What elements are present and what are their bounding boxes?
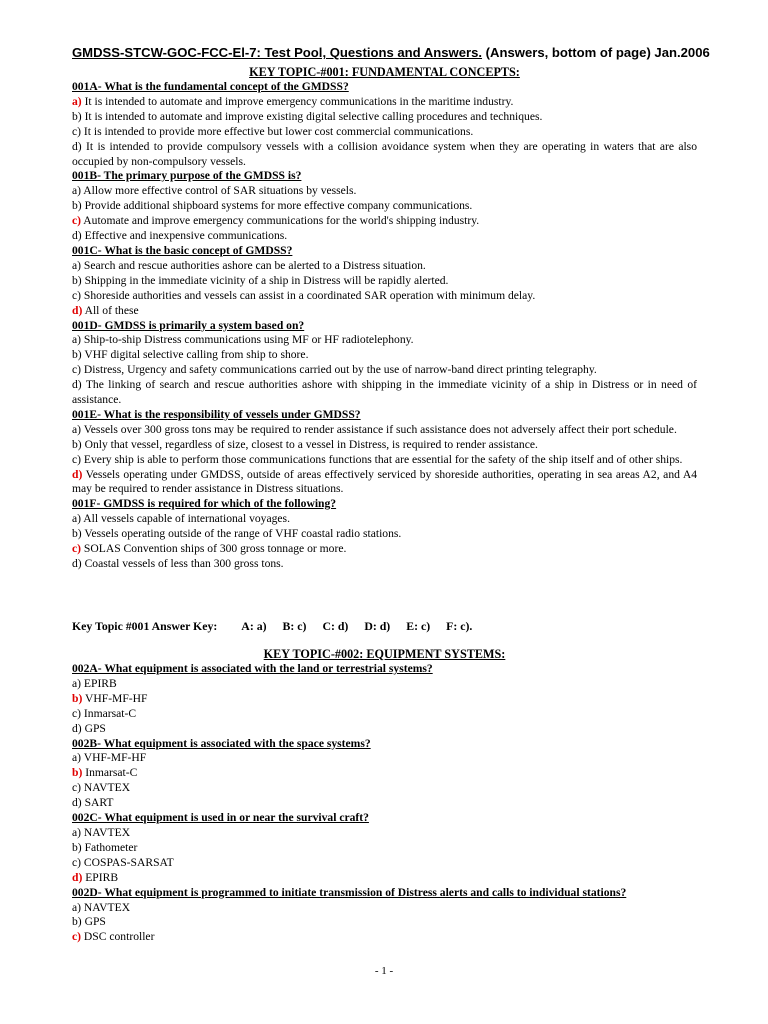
option-letter: a): [72, 512, 82, 526]
option-letter: d): [72, 796, 82, 810]
option-letter: a): [72, 900, 82, 914]
answer-option: [72, 901, 697, 916]
option-text: Shoreside authorities and vessels can assist in a coordinated SAR operation with minimum delay.: [81, 288, 536, 302]
answer-option: [72, 781, 697, 796]
option-text: SOLAS Convention ships of 300 gross tonnage or more.: [81, 542, 347, 556]
option-text: Vessels operating under GMDSS, outside of areas effectively serviced by shoreside authorities, operating in sea areas A2, and A4 may be required to render assistance in Distress situations.: [72, 467, 697, 496]
option-text: All of these: [82, 303, 139, 317]
answer-option: [72, 453, 697, 468]
option-letter: a): [72, 422, 82, 436]
option-text: Vessels operating outside of the range of VHF coastal radio stations.: [81, 527, 402, 541]
answer-option-correct: [72, 930, 697, 945]
option-letter: c): [72, 452, 82, 466]
answer-option-correct: [72, 304, 697, 319]
document-header: [72, 45, 712, 61]
option-letter: a): [72, 94, 82, 108]
option-text: SART: [81, 796, 114, 810]
option-text: NAVTEX: [81, 900, 131, 914]
answer-option: [72, 722, 697, 737]
option-letter: b): [72, 273, 82, 287]
option-text: Fathometer: [81, 840, 138, 854]
topic-heading: KEY TOPIC-#002: EQUIPMENT SYSTEMS:: [263, 647, 506, 661]
option-text: Coastal vessels of less than 300 gross tons.: [81, 557, 284, 570]
answer-key-line: [72, 619, 488, 634]
question-text: 001C- What is the basic concept of GMDSS?: [72, 243, 293, 257]
question-text: 001B- The primary purpose of the GMDSS is?: [72, 169, 302, 183]
option-letter: b): [72, 348, 82, 362]
answer-option: [72, 796, 697, 811]
answer-key-item: B: c): [282, 619, 307, 633]
option-letter: c): [72, 214, 82, 228]
option-text: Automate and improve emergency communications for the world's shipping industry.: [81, 214, 480, 228]
option-text: Shipping in the immediate vicinity of a ship in Distress will be rapidly alerted.: [81, 273, 449, 287]
answer-key-item: E: c): [406, 619, 431, 633]
answer-option: [72, 184, 697, 199]
page-number: - 1 -: [374, 965, 394, 977]
answer-option: [72, 856, 697, 871]
option-letter: c): [72, 781, 82, 795]
option-letter: c): [72, 124, 82, 138]
option-text: It is intended to automate and improve existing digital selective calling procedures and techniques.: [81, 109, 543, 123]
option-text: DSC controller: [81, 930, 155, 944]
option-text: NAVTEX: [81, 781, 131, 795]
option-letter: d): [72, 378, 82, 392]
option-letter: b): [72, 766, 83, 780]
option-text: Allow more effective control of SAR situations by vessels.: [81, 184, 357, 198]
option-letter: b): [72, 915, 82, 929]
option-text: It is intended to provide more effective but lower cost commercial communications.: [81, 124, 474, 138]
option-letter: d): [72, 870, 83, 884]
answer-option: [72, 140, 697, 170]
answer-option: [72, 915, 697, 930]
question-text: 002A- What equipment is associated with the land or terrestrial systems?: [72, 662, 433, 675]
answer-option: [72, 841, 697, 856]
answer-option: [72, 677, 697, 692]
option-letter: b): [72, 527, 82, 541]
option-letter: d): [72, 721, 82, 735]
option-text: Ship-to-ship Distress communications using MF or HF radiotelephony.: [81, 333, 414, 347]
question-text: 002D- What equipment is programmed to initiate transmission of Distress alerts and calls to individual stations?: [72, 885, 627, 899]
option-text: NAVTEX: [81, 825, 131, 839]
option-letter: a): [72, 825, 82, 839]
answer-option: [72, 438, 697, 453]
option-letter: c): [72, 930, 82, 944]
answer-option: [72, 707, 697, 722]
option-text: VHF-MF-HF: [82, 691, 148, 705]
option-letter: a): [72, 258, 82, 272]
answer-key-item: F: c).: [446, 619, 473, 633]
topic-heading: KEY TOPIC-#001: FUNDAMENTAL CONCEPTS:: [249, 65, 520, 79]
answer-key-item: A: a): [241, 619, 267, 633]
answer-option: [72, 259, 697, 274]
option-text: It is intended to provide compulsory vessels with a collision avoidance system when they are operating in waters that are also occupied by non-compulsory vessels.: [72, 139, 697, 168]
answer-option: [72, 348, 697, 363]
question-text: 002C- What equipment is used in or near the survival craft?: [72, 811, 369, 825]
answer-option: [72, 199, 697, 214]
header-subtitle: (Answers, bottom of page) Jan.2006: [482, 45, 710, 60]
option-text: Inmarsat-C: [81, 706, 137, 720]
option-text: Provide additional shipboard systems for more effective company communications.: [81, 199, 473, 213]
option-text: COSPAS-SARSAT: [81, 855, 174, 869]
option-text: Inmarsat-C: [82, 766, 138, 780]
option-letter: c): [72, 855, 82, 869]
question-text: 002B- What equipment is associated with the space systems?: [72, 736, 371, 750]
answer-option-correct: [72, 542, 697, 557]
answer-option-correct: [72, 468, 697, 498]
option-text: It is intended to automate and improve emergency communications in the maritime industry.: [81, 94, 514, 108]
option-letter: d): [72, 467, 83, 481]
option-text: Vessels over 300 gross tons may be required to render assistance if such assistance does not adversely affect their port schedule.: [81, 422, 677, 436]
option-text: Only that vessel, regardless of size, closest to a vessel in Distress, is required to render assistance.: [81, 437, 538, 451]
option-text: VHF-MF-HF: [81, 751, 147, 765]
option-letter: d): [72, 557, 82, 570]
question-text: 001E- What is the responsibility of vessels under GMDSS?: [72, 407, 361, 421]
option-letter: b): [72, 437, 82, 451]
option-letter: a): [72, 333, 82, 347]
option-letter: d): [72, 229, 82, 243]
option-text: GPS: [81, 721, 106, 735]
option-letter: c): [72, 542, 82, 556]
answer-option: [72, 527, 697, 542]
answer-option: [72, 826, 697, 841]
answer-option-correct: [72, 766, 697, 781]
option-letter: a): [72, 751, 82, 765]
answer-key-label: Key Topic #001 Answer Key:: [72, 619, 218, 633]
answer-key-item: C: d): [322, 619, 349, 633]
option-letter: d): [72, 139, 82, 153]
topic-section-002: [72, 647, 697, 945]
option-text: Every ship is able to perform those communications functions that are essential for the safety of the ship itself and of other ships.: [81, 452, 683, 466]
answer-option: [72, 229, 697, 244]
option-text: GPS: [81, 915, 106, 929]
option-letter: b): [72, 691, 83, 705]
option-text: Search and rescue authorities ashore can be alerted to a Distress situation.: [81, 258, 426, 272]
answer-option: [72, 363, 697, 378]
option-letter: c): [72, 706, 82, 720]
option-letter: c): [72, 288, 82, 302]
option-text: The linking of search and rescue authorities ashore with shipping in the immediate vicinity of a ship in Distress or in need of assistance.: [72, 378, 697, 407]
answer-option-correct: [72, 871, 697, 886]
answer-option: [72, 423, 697, 438]
topic-section-001: [72, 65, 697, 572]
option-text: Distress, Urgency and safety communications carried out by the use of narrow-band direct printing telegraphy.: [81, 363, 597, 377]
option-letter: d): [72, 303, 83, 317]
answer-option: [72, 512, 697, 527]
option-letter: a): [72, 184, 82, 198]
option-letter: a): [72, 676, 82, 690]
answer-option: [72, 125, 697, 140]
answer-option: [72, 274, 697, 289]
option-letter: b): [72, 199, 82, 213]
answer-key-item: D: d): [364, 619, 391, 633]
question-text: 001A- What is the fundamental concept of the GMDSS?: [72, 80, 349, 93]
answer-option: [72, 289, 697, 304]
answer-option-correct: [72, 214, 697, 229]
answer-option: [72, 751, 697, 766]
option-text: EPIRB: [82, 870, 119, 884]
option-text: Effective and inexpensive communications.: [81, 229, 288, 243]
option-letter: b): [72, 109, 82, 123]
option-letter: b): [72, 840, 82, 854]
answer-option: [72, 333, 697, 348]
question-text: 001D- GMDSS is primarily a system based on?: [72, 318, 305, 332]
option-letter: c): [72, 363, 82, 377]
option-text: All vessels capable of international voyages.: [81, 512, 290, 526]
option-text: EPIRB: [81, 676, 117, 690]
answer-option: [72, 378, 697, 408]
answer-option: [72, 557, 697, 572]
answer-option: [72, 110, 697, 125]
answer-option-correct: [72, 95, 697, 110]
question-text: 001F- GMDSS is required for which of the following?: [72, 497, 337, 511]
answer-option-correct: [72, 692, 697, 707]
header-title: GMDSS-STCW-GOC-FCC-El-7: Test Pool, Questions and Answers.: [72, 45, 483, 60]
option-text: VHF digital selective calling from ship to shore.: [81, 348, 309, 362]
